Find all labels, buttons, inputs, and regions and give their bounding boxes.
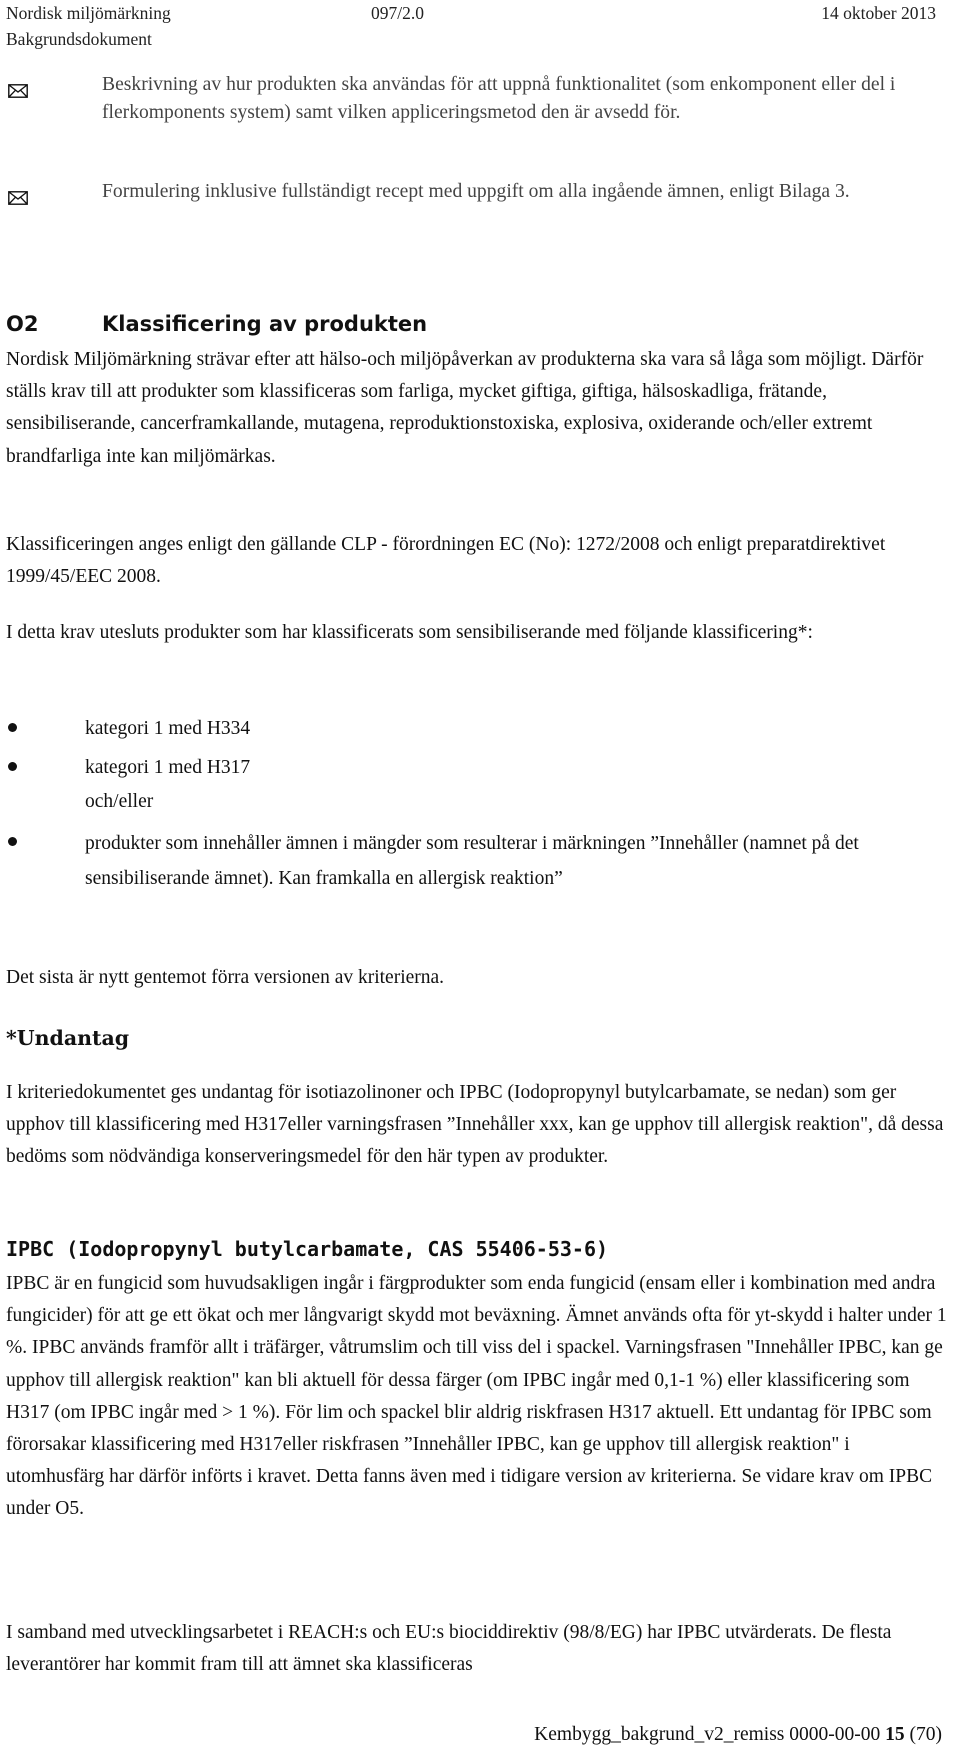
page-footer <box>534 1722 942 1748</box>
header-org: Nordisk miljömärkning <box>6 3 171 23</box>
header-doc-number: 097/2.0 <box>371 3 424 23</box>
connector-text: och/eller <box>85 791 154 812</box>
page-header <box>6 0 936 52</box>
bullet-icon <box>8 837 17 846</box>
checklist-item-formulation: Formulering inklusive fullständigt recept med uppgift om alla ingående ämnen, enligt Bilaga 3. <box>102 181 850 202</box>
bullet-text: produkter som innehåller ämnen i mängder som resulterar i märkningen ”Innehåller (namnet på det sensibiliserande ämnet). Kan framkalla en allergisk reaktion” <box>85 833 859 889</box>
paragraph-exception: I kriteriedokumentet ges undantag för isotiazolinoner och IPBC (Iodopropynyl butylcarbamate, se nedan) som ger upphov till klassificering med H317eller varningsfrasen ”Innehåller xxx, kan ge upphov till allergisk reaktion", då dessa bedöms som nödvändiga konserveringsmedel för den här typen av produkter. <box>6 1082 944 1168</box>
paragraph-intro: Nordisk Miljömärkning strävar efter att hälso-och miljöpåverkan av produkterna ska vara så låga som möjligt. Därför ställs krav till att produkter som klassificeras som farliga, mycket giftiga, giftiga, hälsoskadliga, frätande, sensibiliserande, cancerframkallande, mutagena, reproduktionstoxiska, explosiva, oxiderande och/eller extremt brandfarliga inte kan miljömärkas. <box>6 349 924 467</box>
section-heading <box>6 308 427 340</box>
bullet-text: kategori 1 med H317 <box>85 757 251 778</box>
paragraph-ipbc-reach: I samband med utvecklingsarbetet i REACH:s och EU:s biociddirektiv (98/8/EG) har IPBC utvärderats. De flesta leverantörer har kommit fram till att ämnet ska klassificeras <box>6 1622 892 1676</box>
header-doc-type: Bakgrundsdokument <box>6 29 152 49</box>
footer-page-number: 15 <box>885 1724 905 1745</box>
checklist-item-usage: Beskrivning av hur produkten ska användas för att uppnå funktionalitet (som enkomponent eller del i flerkomponents system) samt vilken appliceringsmetod den är avsedd för. <box>102 74 896 123</box>
exception-heading: *Undantag <box>6 1026 130 1050</box>
envelope-checkbox-icon <box>8 191 28 205</box>
section-number: O2 <box>6 312 39 336</box>
ipbc-heading: IPBC (Iodopropynyl butylcarbamate, CAS 55406-53-6) <box>6 1237 609 1261</box>
section-title: Klassificering av produkten <box>102 312 428 336</box>
bullet-icon <box>8 723 17 732</box>
bullet-text: kategori 1 med H334 <box>85 718 251 739</box>
bullet-icon <box>8 762 17 771</box>
paragraph-clp: Klassificeringen anges enligt den gällande CLP - förordningen EC (No): 1272/2008 och enligt preparatdirektivet 1999/45/EEC 2008. <box>6 534 886 588</box>
footer-page-total: (70) <box>909 1724 942 1745</box>
paragraph-new-note: Det sista är nytt gentemot förra versionen av kriterierna. <box>6 967 445 988</box>
paragraph-exclusion: I detta krav utesluts produkter som har klassificerats som sensibiliserande med följande klassificering*: <box>6 622 813 643</box>
paragraph-ipbc: IPBC är en fungicid som huvudsakligen ingår i färgprodukter som enda fungicid (ensam eller i kombination med andra fungicider) för att ge ett ökat och mer långvarigt skydd mot beväxning. Ämnet används ofta för yt-skydd i halter under 1 %. IPBC används framför allt i träfärger, våtrumslim och till viss del i spackel. Varningsfrasen "Innehåller IPBC, kan ge upphov till allergisk reaktion" kan bli aktuell för dessa färger (om IPBC ingår med 0,1-1 %) eller klassificering som H317 (om IPBC ingår med > 1 %). För lim och spackel blir aldrig riskfrasen H317 aktuell. Ett undantag för IPBC som förorsakar klassificering med H317eller riskfrasen ”Innehåller IPBC, kan ge upphov till allergisk reaktion" i utomhusfärg har därför införts i kravet. Detta fanns även med i tidigare version av kriterierna. Se vidare krav om IPBC under O5. <box>6 1273 947 1520</box>
footer-doc-id: Kembygg_bakgrund_v2_remiss 0000-00-00 <box>534 1724 881 1745</box>
header-date: 14 oktober 2013 <box>821 3 936 23</box>
envelope-checkbox-icon <box>8 84 28 98</box>
